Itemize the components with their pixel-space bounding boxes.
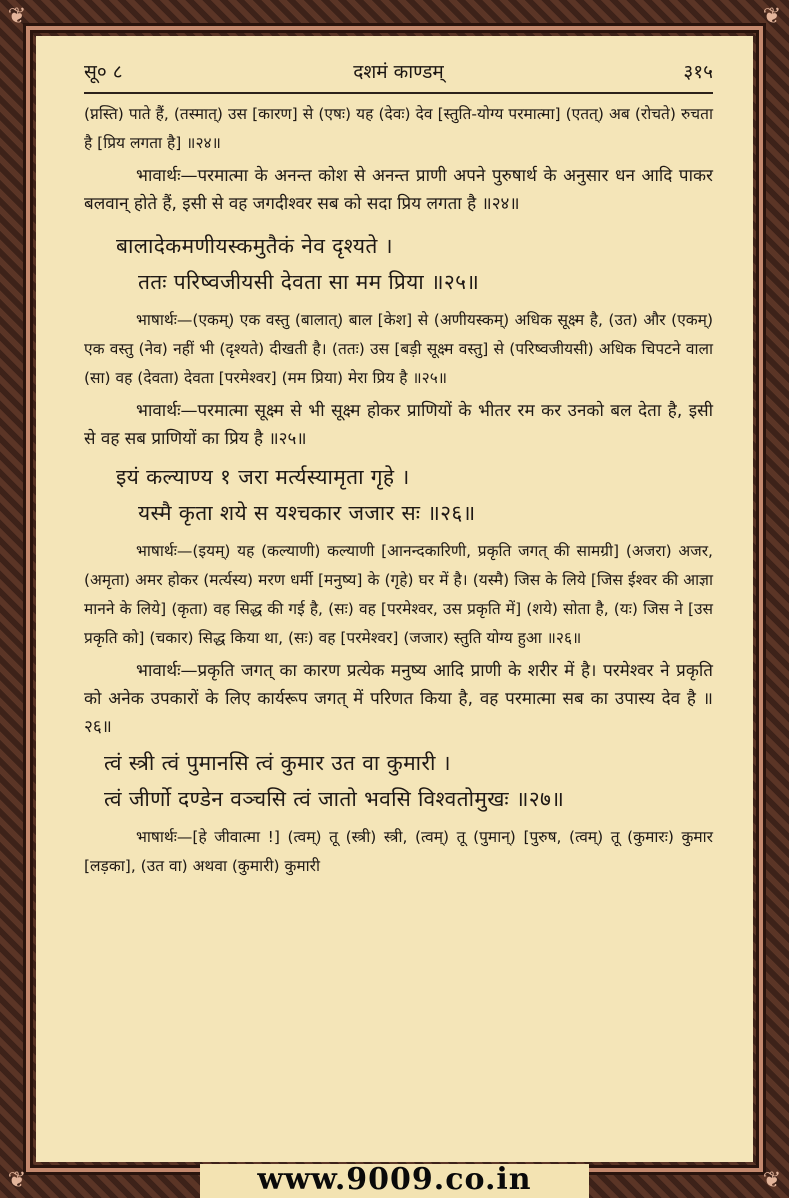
corner-ornament-icon: ❦ [762, 1168, 782, 1193]
corner-ornament-icon: ❦ [762, 4, 782, 29]
sukta-number: सू० ८ [84, 61, 123, 83]
corner-ornament-icon: ❦ [7, 1168, 27, 1193]
corner-ornament-icon: ❦ [7, 4, 27, 29]
bhavarth-paragraph: भावार्थः—परमात्मा सूक्ष्म से भी सूक्ष्म होकर प्राणियों के भीतर रम कर उनको बल देता है, इसी से वह सब प्राणियों का प्रिय है ॥२५॥ [84, 401, 713, 449]
page-content [84, 100, 713, 885]
bhavarth-paragraph: भावार्थः—प्रकृति जगत् का कारण प्रत्येक मनुष्य आदि प्राणी के शरीर में है। परमेश्वर ने प्रकृति को अनेक उपकारों के लिए कार्यरूप जगत् में परिणत किया है, वह परमात्मा सब का उपास्य देव है ॥२६॥ [84, 661, 713, 737]
mantra-line: इयं कल्याण्य १ जरा मर्त्यस्यामृता गृहे । [116, 465, 410, 489]
bhavarth-paragraph: भावार्थः—परमात्मा के अनन्त कोश से अनन्त प्राणी अपने पुरुषार्थ के अनुसार धन आदि पाकर बलवान् होते हैं, इसी से वह जगदीश्वर सब को सदा प्रिय लगता है ॥२४॥ [84, 166, 713, 214]
translation-paragraph: भाषार्थः—(इयम्) यह (कल्याणी) कल्याणी [आनन्दकारिणी, प्रकृति जगत् की सामग्री] (अजरा) अजर, (अमृता) अमर होकर (मर्त्यस्य) मरण धर्मी [मनुष्य] के (गृहे) घर में है। (यस्मै) जिस के लिये [जिस ईश्वर की आज्ञा मानने के लिये] (कृता) वह सिद्ध की गई है, (सः) वह [परमेश्वर, उस प्रकृति में] (शये) सोता है, (यः) जिस ने [उस प्रकृति को] (चकार) सिद्ध किया था, (सः) वह [परमेश्वर] (जजार) स्तुति योग्य हुआ ॥२६॥ [84, 542, 713, 647]
translation-paragraph: (प्नस्ति) पाते हैं, (तस्मात्) उस [कारण] से (एषः) यह (देवः) देव [स्तुति-योग्य परमात्मा] (एतत्) अब (रोचते) रुचता है [प्रिय लगता है] ॥२४॥ [84, 105, 713, 152]
mantra-line: बालादेकमणीयस्कमुतैकं नेव दृश्यते । [116, 234, 393, 258]
header-divider [84, 92, 713, 94]
book-page [36, 36, 753, 1162]
website-watermark: www.9009.co.in [257, 1162, 532, 1197]
mantra-line: ततः परिष्वजीयसी देवता सा मम प्रिया ॥२५॥ [138, 270, 480, 294]
mantra-line: त्वं जीर्णो दण्डेन वञ्चसि त्वं जातो भवसि विश्वतोमुखः ॥२७॥ [104, 787, 565, 811]
kanda-title: दशमं काण्डम् [353, 61, 444, 83]
translation-paragraph: भाषार्थः—[हे जीवात्मा !] (त्वम्) तू (स्त्री) स्त्री, (त्वम्) तू (पुमान्) [पुरुष, (त्वम्) तू (कुमारः) कुमार [लड़का], (उत वा) अथवा (कुमारी) कुमारी [84, 828, 713, 875]
page-header [84, 54, 713, 88]
translation-paragraph: भाषार्थः—(एकम्) एक वस्तु (बालात्) बाल [केश] से (अणीयस्कम्) अधिक सूक्ष्म है, (उत) और (एकम्) एक वस्तु (नेव) नहीं भी (दृश्यते) दीखती है। (ततः) उस [बड़ी सूक्ष्म वस्तु] से (परिष्वजीयसी) अधिक चिपटने वाला (सा) वह (देवता) देवता [परमेश्वर] (मम प्रिया) मेरा प्रिय है ॥२५॥ [84, 311, 713, 387]
mantra-line: त्वं स्त्री त्वं पुमानसि त्वं कुमार उत वा कुमारी । [104, 751, 451, 775]
mantra-line: यस्मै कृता शये स यश्चकार जजार सः ॥२६॥ [138, 501, 476, 525]
page-number: ३१५ [683, 61, 713, 83]
